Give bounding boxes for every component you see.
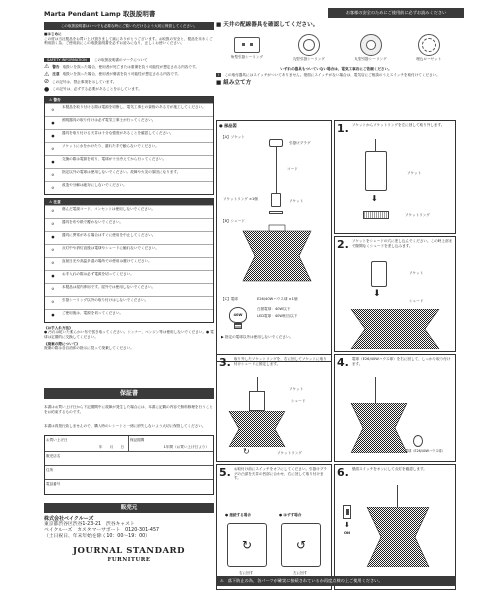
bulb-spec: E26/40Wハウス球 ×1個	[257, 297, 298, 301]
safety-info-row	[44, 58, 214, 63]
prohibit-icon: ⊘	[51, 185, 55, 190]
bulb-drawing	[229, 307, 247, 329]
warning-row: ● 器具を取り付ける天井は十分な強度があることを確認してください。	[45, 129, 213, 142]
step-3-socket-label: ソケット	[289, 387, 304, 391]
brand-sub: FURNITURE	[107, 556, 151, 563]
remove-drawing	[281, 523, 321, 567]
intro-heading: ■はじめに	[44, 32, 62, 36]
caution-section	[44, 198, 214, 323]
rosette-icon	[418, 34, 440, 56]
prohibit-icon: ⊘	[51, 209, 55, 214]
ceiling-note-1: いずれの器具もついていない場合は、電気工事店にご依頼ください。	[280, 66, 392, 71]
warning-row: ⊘ 改造や分解は絶対にしないでください。	[45, 181, 213, 194]
arrow-down-icon: ⬇	[373, 289, 381, 299]
step-4-panel	[334, 354, 456, 462]
prohibit-icon: ⊘	[51, 287, 55, 292]
shade-drawing	[349, 403, 409, 453]
bulb-note-2: LED電球：40W相当以下	[257, 314, 298, 318]
cord-line	[257, 377, 258, 391]
support-hours: （土日祝日、年末年始を除く10：00～19：00）	[44, 534, 150, 540]
purchase-date-label: お買い上げ日	[46, 438, 68, 443]
step-5-cw-label: 右に回す	[239, 571, 254, 575]
prohibit-icon: ⊘	[51, 146, 55, 151]
step-1-panel	[334, 120, 456, 234]
cord-line	[375, 139, 376, 151]
brand-name: JOURNAL STANDARD	[73, 546, 185, 557]
warning-row: ⊘ 本製品を取り付ける際は電源を切断し、電気工事士の資格のある方が施工してください。	[45, 103, 213, 116]
store-name-label: 販売店名	[46, 454, 61, 459]
mandatory-icon: ●	[51, 274, 55, 279]
step-5-connect-label: ● 接続する場合	[225, 513, 251, 517]
ceiling-note-2-row	[216, 73, 456, 78]
step-5-ccw-label: 左に回す	[293, 571, 308, 575]
step-4-text: 電球（E26/40Wハウス球）を右に回して、しっかり取り付けます。	[351, 357, 451, 366]
caution-row: ⊘ 引掛シーリング以外の取り付けはしないでください。	[45, 296, 213, 309]
mandatory-icon: ●	[51, 120, 55, 125]
care-text: ● 汚れは乾いた柔らかい布で拭き取ってください。シンナー、ベンジン等は使用しないでください。● 電球は定期的に交換してください。	[44, 330, 214, 340]
caution-row: ⊘ 点灯中や消灯直後は電球やシェードに触れないでください。	[45, 244, 213, 257]
bulb-drawing	[413, 435, 423, 447]
guarantee-section	[44, 388, 214, 564]
socket-ring-drawing	[363, 211, 389, 219]
disposal-text: 廃棄の際は各自治体の指示に従って廃棄してください。	[44, 346, 134, 351]
mandatory-legend-row	[44, 86, 214, 94]
step-3-shade-label: シェード	[291, 399, 306, 403]
prohibit-icon: ⊘	[51, 107, 55, 112]
rotate-right-icon: ↻	[241, 537, 253, 552]
shade-drawing	[349, 309, 441, 349]
caution-row: ⊘ 傷んだ電源コード、コンセントは使用しないでください。	[45, 205, 213, 218]
care-title: 《お手入れ方法》	[44, 325, 73, 330]
prohibit-icon: ⊘	[51, 172, 55, 177]
cord-line	[276, 147, 277, 193]
guarantee-table	[44, 435, 214, 495]
brand-logo	[44, 546, 214, 564]
socket-drawing	[249, 391, 265, 411]
address-label: 住所	[46, 468, 54, 473]
mandatory-icon: ●	[51, 159, 55, 164]
company-address: 東京都渋谷区渋谷1-23-21 渋谷キャスト	[44, 522, 135, 528]
phone-label: 電話番号	[46, 482, 61, 487]
company-name: 株式会社ベイクルーズ	[44, 516, 94, 523]
bulb-watt: 40W	[233, 312, 243, 317]
prohibit-icon: ⊘	[51, 248, 55, 253]
intro-banner: この取扱説明書はいつでも必要な時にご覧いただけるよう大切に保管してください。	[44, 22, 214, 30]
cord-line	[375, 377, 376, 403]
step-3-text: 取り外したソケットリングを、右に回してソケットに取り付けシェードに固定します。	[233, 357, 327, 366]
arrow-down-icon: ⬇	[371, 194, 378, 203]
socket-label: ソケット	[289, 199, 304, 203]
shade-drawing	[227, 411, 287, 447]
cord-label: コード	[287, 167, 298, 171]
ceiling-fixture: 丸型引掛シーリング	[293, 34, 325, 62]
seller-title: 販売元	[44, 503, 214, 513]
prohibit-icon: ⊘	[51, 261, 55, 266]
mandatory-icon: ●	[51, 313, 55, 318]
warning-legend-row	[44, 63, 214, 71]
socket-drawing	[365, 151, 387, 191]
bulb-note-1: 白熱電球：40W以下	[257, 307, 291, 311]
assemble-title: ■ 組み立て方	[216, 80, 252, 87]
ceiling-title: ■ 天井の配線器具を確認してください。	[216, 22, 319, 28]
step-2-panel	[334, 236, 456, 352]
prohibit-legend-row	[44, 78, 214, 86]
note-badge: !	[218, 72, 220, 77]
step-3-panel	[216, 354, 332, 462]
warning-legend-text: 取扱いを誤った場合、使用者が死亡または重傷を負う可能性が想定される内容です。	[62, 64, 199, 69]
socket-drawing	[271, 193, 281, 207]
socket-ring-label: ソケットリング ×1個	[223, 197, 258, 201]
ceiling-fixture: 角型引掛シーリング	[231, 37, 263, 60]
caution-row: ⊘ 本製品は屋内専用です。屋外では使用しないでください。	[45, 283, 213, 296]
round-ceiling-icon	[298, 34, 320, 56]
step-number: 5.	[219, 466, 231, 479]
mandatory-icon: ●	[44, 85, 50, 93]
document-title: Marta Pendant Lamp 取扱説明書	[44, 10, 156, 18]
step-number: 1.	[337, 122, 349, 135]
safety-label: SAFETY INFORMATION	[44, 58, 90, 63]
caution-title: ⚠ 注意	[45, 199, 213, 205]
ceiling-fixtures	[216, 33, 456, 63]
step-1-ring-label: ソケットリング	[405, 213, 430, 217]
support-line: ベイクルーズ カスタマーサポート 0120-301-457	[44, 528, 160, 534]
shade-drawing	[239, 221, 315, 291]
step-number: 4.	[337, 356, 349, 369]
step-5-text: お取付け前にスイッチをオフにしてください。引掛けプラグの凸部を天井の凹部に合わせ、右に回して取り付けます。	[233, 467, 328, 481]
notice-box	[328, 8, 464, 18]
step-2-socket-label: ソケット	[409, 271, 424, 275]
socket-ring-drawing	[269, 211, 283, 214]
socket-drawing	[371, 261, 387, 287]
notice-box-text: お客様の安全のためにご使用前に必ずお読みください	[345, 10, 447, 16]
cord-line	[397, 485, 398, 507]
disposal-title: 《廃棄の際について》	[44, 341, 80, 346]
ceiling-plug-drawing	[269, 139, 283, 147]
part-c-label: 【C】電球	[221, 297, 238, 301]
parts-note: ▶ 指定の電球以外は使用しないでください。	[221, 335, 294, 339]
right-column	[216, 22, 456, 596]
part-a-label: 【A】ソケット	[221, 135, 245, 139]
warning-triangle-icon: ⚠	[220, 578, 224, 584]
intro-text: この度は当社製品をお買い上げ頂きまして誠にありがとうございます。お取扱の安全と、製品を末永くご利用頂く為、ご使用前にこの取扱説明書を必ずお読みになり、正しくお使いください。	[44, 36, 213, 46]
mandatory-icon: ●	[51, 133, 55, 138]
guarantee-text-1: 本書はお買い上げ日から下記期間中に故障が発生した場合には、本書に記載の内容で無料修理を行うことをお約束するものです。	[44, 405, 213, 414]
caution-row: ● お手入れの際は必ず電源を切ってください。	[45, 270, 213, 283]
warning-title: ⚠ 警告	[45, 97, 213, 103]
mandatory-icon: ●	[51, 235, 55, 240]
parts-title: ● 部品図	[219, 123, 237, 128]
warning-legend-label: 警告	[52, 64, 60, 69]
footer-note-text: 落下防止の為、各パーツが確実に接続されているか再度点検の上ご使用ください。	[227, 578, 383, 584]
caution-row: ● ご使用後は、電源を切ってください。	[45, 309, 213, 322]
warranty-period-value: 1年間（お買い上げ日より）	[163, 445, 209, 450]
warning-section	[44, 96, 214, 195]
step-6-text: 壁面スイッチをオンにして点灯を確認します。	[351, 467, 427, 471]
caution-row: ⊘ 器具を布や紙で覆わないでください。	[45, 218, 213, 231]
caution-legend-text: 取扱いを誤った場合、使用者が傷害を負う可能性が想定される内容です。	[62, 72, 181, 77]
warning-row: ● 交換の際は電源を切り、電球が十分冷えてから行ってください。	[45, 155, 213, 168]
prohibit-icon: ⊘	[51, 222, 55, 227]
wall-switch-icon	[343, 505, 351, 519]
parts-panel	[216, 120, 332, 362]
step-1-socket-label: ソケット	[407, 171, 422, 175]
prohibit-icon: ⊘	[44, 78, 50, 86]
caution-legend-row	[44, 71, 214, 79]
prohibit-icon: ⊘	[51, 300, 55, 305]
round-ceiling-icon	[360, 34, 382, 56]
step-number: 2.	[337, 238, 349, 251]
shade-drawing	[365, 507, 431, 567]
ceiling-fixture: 埋込ローゼット	[416, 34, 441, 62]
warning-row: ● 照明器具の取り付けは必ず電気工事士が行ってください。	[45, 116, 213, 129]
step-2-shade-label: シェード	[409, 299, 424, 303]
step-4-bulb-label: 電球（E26/40Wハウス球）	[405, 449, 445, 453]
caution-row: ● 器具に異常がある場合はすぐに使用を中止してください。	[45, 231, 213, 244]
guarantee-text-2: 本書は再発行致しませんので、購入時のレシートと一緒に紛失しないよう大切に保管してください。	[44, 424, 206, 429]
ceiling-note-2: この取付器具にはスイッチがついてありません。壁面にスイッチがない場合は、電気店にご相談のうえスイッチを取付けてください。	[224, 72, 440, 77]
square-ceiling-icon	[234, 37, 260, 53]
rotate-right-icon: ↻	[243, 447, 250, 456]
step-number: 6.	[337, 466, 349, 479]
prohibit-legend-text: この記号は、禁止事項を示しています。	[52, 79, 117, 84]
purchase-date-value: 年 月 日	[98, 445, 124, 450]
warning-row: ⊘ ソケットに水をかけたり、濡れた手で触らないでください。	[45, 142, 213, 155]
caution-triangle-icon: ⚠	[44, 70, 50, 78]
step-number: 3.	[219, 356, 231, 369]
rotate-left-icon: ↺	[295, 537, 307, 552]
safety-text: この取扱説明書のマークについて	[93, 57, 148, 62]
step-1-text: ソケットからソケットリングを左に回して取り外します。	[351, 123, 445, 127]
guarantee-title: 保証書	[44, 388, 214, 399]
footer-note-bar	[216, 576, 456, 586]
step-2-text: ソケットをシェードの穴に差し込んでください。この時上部まで隙間なくシェードを差し込みます。	[351, 239, 453, 248]
step-5-panel	[216, 464, 332, 590]
warning-row: ⊘ 指定以外の電球は使用しないでください。故障や火災の原因になります。	[45, 168, 213, 181]
ceiling-fixture: 丸型引掛シーリング	[354, 34, 386, 62]
warning-triangle-icon: ⚠	[44, 63, 50, 71]
page-header	[44, 8, 464, 20]
step-6-panel	[334, 464, 456, 590]
step-5-remove-label: ● はずす場合	[279, 513, 302, 517]
caution-row: ⊘ 直射日光や高温多湿の場所での使用は避けてください。	[45, 257, 213, 270]
step-6-on-label: ON	[344, 531, 351, 535]
mandatory-legend-text: この記号は、必ずする必要があることを示しています。	[52, 87, 142, 92]
hook-label: 引掛けプラグ	[289, 141, 311, 145]
part-b-label: 【B】シェード	[221, 219, 245, 223]
arrow-down-icon: ⬇	[344, 521, 350, 529]
caution-legend-label: 注意	[52, 72, 60, 77]
warranty-period-label: 保証期間	[130, 438, 145, 443]
step-3-ring-label: ソケットリング	[277, 451, 302, 455]
connect-drawing	[227, 523, 267, 567]
